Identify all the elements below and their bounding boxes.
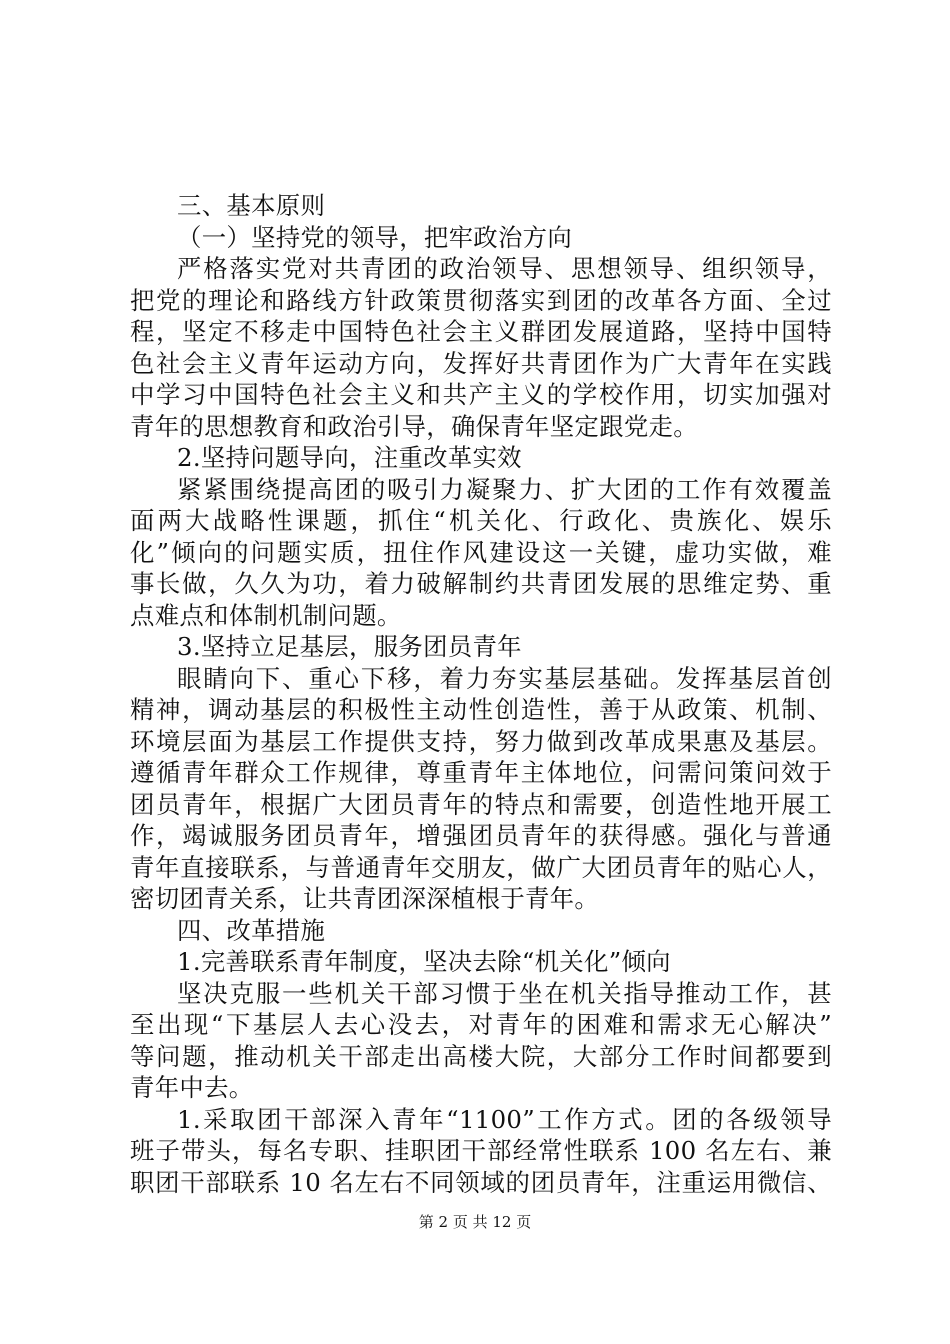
- document-body: [130, 190, 832, 1198]
- text-line: 化”倾向的问题实质，扭住作风建设这一关键，虚功实做，难: [130, 537, 832, 567]
- text-line: 至出现“下基层人去心没去，对青年的困难和需求无心解决”: [130, 1010, 832, 1039]
- text-line: 青年的思想教育和政治引导，确保青年坚定跟党走。: [130, 411, 698, 441]
- text-line: 三、基本原则: [177, 191, 326, 220]
- text-line: 遵循青年群众工作规律，尊重青年主体地位，问需问策问效于: [130, 758, 832, 787]
- text-line: 严格落实党对共青团的政治领导、思想领导、组织领导，: [177, 254, 832, 283]
- text-line: 坚决克服一些机关干部习惯于坐在机关指导推动工作，甚: [177, 978, 832, 1008]
- text-line: 把党的理论和路线方针政策贯彻落实到团的改革各方面、全过: [130, 285, 832, 315]
- text-line: 3.坚持立足基层，服务团员青年: [177, 632, 522, 661]
- text-line: 紧紧围绕提高团的吸引力凝聚力、扩大团的工作有效覆盖: [177, 474, 832, 504]
- text-line: 团员青年，根据广大团员青年的特点和需要，创造性地开展工: [130, 789, 832, 819]
- text-line: 程，坚定不移走中国特色社会主义群团发展道路，坚持中国特: [130, 317, 832, 346]
- text-line: 面两大战略性课题，抓住“机关化、行政化、贵族化、娱乐: [130, 506, 832, 535]
- text-line: 四、改革措施: [177, 915, 326, 945]
- text-line: 环境层面为基层工作提供支持，努力做到改革成果惠及基层。: [130, 726, 832, 756]
- page-footer: 第 2 页 共 12 页: [418, 1213, 532, 1231]
- text-line: 密切团青关系，让共青团深深植根于青年。: [130, 884, 600, 913]
- text-line: 青年直接联系，与普通青年交朋友，做广大团员青年的贴心人，: [130, 852, 832, 882]
- text-line: （一）坚持党的领导，把牢政治方向: [177, 222, 573, 252]
- text-line: 作，竭诚服务团员青年，增强团员青年的获得感。强化与普通: [130, 821, 832, 850]
- text-line: 等问题，推动机关干部走出高楼大院，大部分工作时间都要到: [130, 1041, 832, 1071]
- text-line: 眼睛向下、重心下移，着力夯实基层基础。发挥基层首创: [177, 663, 832, 693]
- text-line: 职团干部联系 10 名左右不同领域的团员青年，注重运用微信、: [130, 1167, 832, 1197]
- text-line: 2.坚持问题导向，注重改革实效: [177, 443, 522, 472]
- text-line: 色社会主义青年运动方向，发挥好共青团作为广大青年在实践: [130, 348, 832, 378]
- text-line: 班子带头，每名专职、挂职团干部经常性联系 100 名左右、兼: [130, 1136, 832, 1165]
- text-line: 点难点和体制机制问题。: [130, 600, 402, 630]
- text-line: 青年中去。: [130, 1073, 254, 1102]
- text-line: 中学习中国特色社会主义和共产主义的学校作用，切实加强对: [130, 380, 832, 409]
- text-line: 1.采取团干部深入青年“1100”工作方式。团的各级领导: [177, 1104, 832, 1134]
- text-line: 精神，调动基层的积极性主动性创造性，善于从政策、机制、: [130, 695, 832, 724]
- text-line: 1.完善联系青年制度，坚决去除“机关化”倾向: [177, 947, 671, 976]
- text-line: 事长做，久久为功，着力破解制约共青团发展的思维定势、重: [130, 569, 832, 598]
